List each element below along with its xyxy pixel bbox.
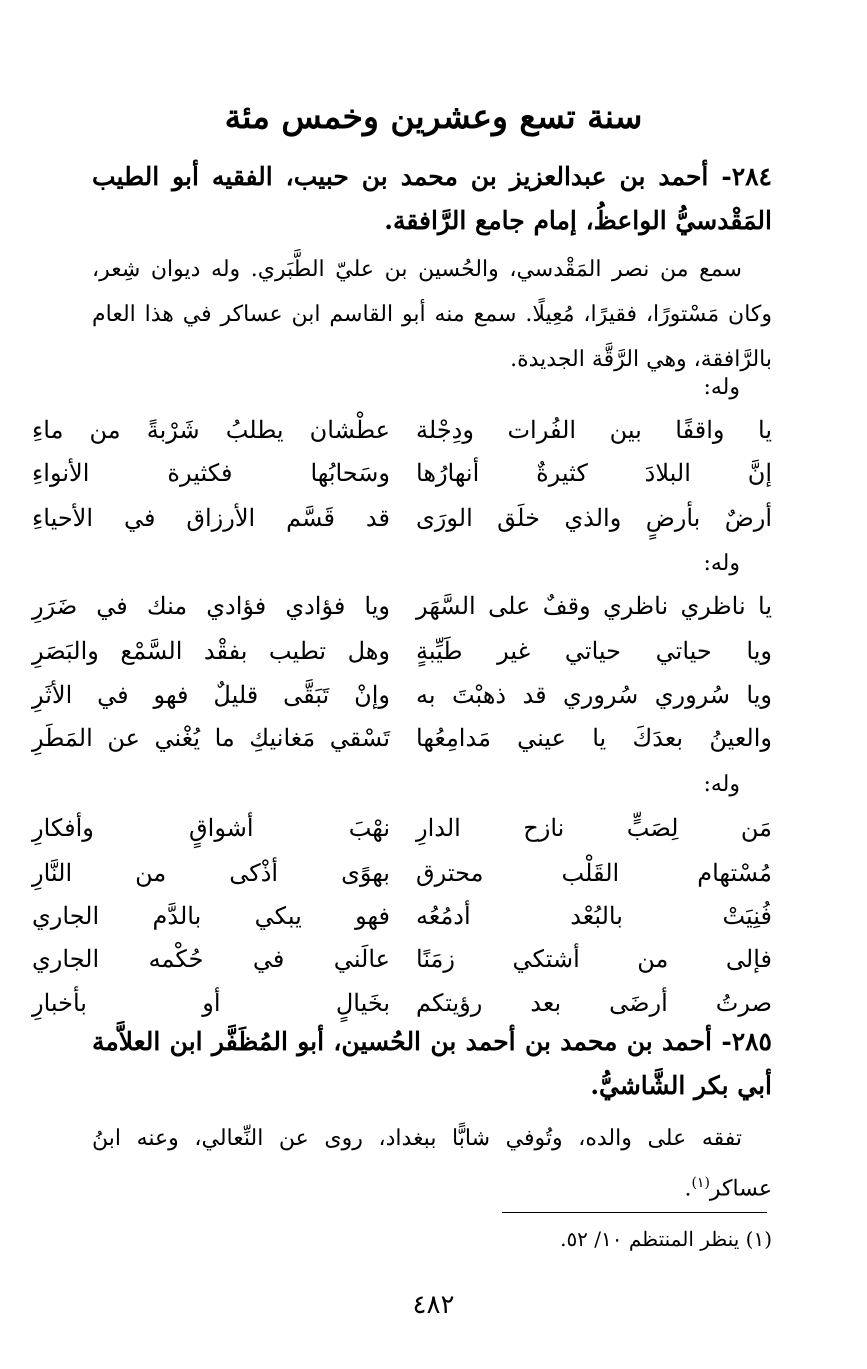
hemistich-second: فهو يبكي بالدَّم الجاري [32, 902, 390, 930]
poem-1-label: وله: [703, 375, 740, 400]
page-number: ٤٨٢ [412, 1290, 455, 1320]
hemistich-second: قد قَسَّم الأرزاق في الأحياءِ [32, 504, 390, 532]
hemistich-first: إنَّ البلادَ كثيرةٌ أنهارُها [416, 459, 772, 487]
hemistich-first: مَن لِصَبٍّ نازح الدارِ [416, 814, 772, 842]
poem-1-verse [32, 407, 772, 453]
poem-2-verse [32, 672, 772, 718]
hemistich-first: أرضٌ بأرضٍ والذي خلَق الورَى [416, 504, 772, 532]
poem-1-verse [32, 450, 772, 496]
hemistich-second: ويا فؤادي فؤادي منك في ضَرَرِ [32, 592, 390, 620]
hemistich-first: يا واقفًا بين الفُرات ودِجْلة [416, 416, 772, 444]
entry-284-body: سمع من نصر المَقْدسي، والحُسين بن عليّ الطَّبَري. وله ديوان شِعر، وكان مَسْتورًا، فقيرًا، مُعِيلًا. سمع منه أبو القاسم ابن عساكر في هذا العام بالرَّافقة، وهي الرَّقَّة الجديدة. [92, 257, 772, 372]
hemistich-first: صرتُ أرضَى بعد رؤيتكم [416, 989, 772, 1017]
poem-3-verse [32, 936, 772, 982]
hemistich-second: بخَيالٍ أو بأخبارِ [32, 989, 390, 1017]
poem-2-verse [32, 583, 772, 629]
poem-3-verse [32, 850, 772, 896]
hemistich-first: مُسْتهام القَلْب محترق [416, 859, 772, 887]
poem-3-verse [32, 893, 772, 939]
poem-2-verse [32, 628, 772, 674]
poem-1-verse [32, 495, 772, 541]
entry-285-body [92, 1116, 772, 1211]
year-heading: سنة تسع وعشرين وخمس مئة [224, 97, 643, 136]
hemistich-first: فإلى من أشتكي زمَنًا [416, 945, 772, 973]
footnote-divider [502, 1212, 767, 1213]
poem-3-verse [32, 805, 772, 851]
footnote-marker: (١) [691, 1175, 710, 1191]
hemistich-first: يا ناظري ناظري وقفٌ على السَّهَر [416, 592, 772, 620]
entry-285 [92, 1020, 772, 1211]
hemistich-first: ويا سُروري سُروري قد ذهبْتَ به [416, 681, 772, 709]
hemistich-first: ويا حياتي حياتي غير طَيِّبةٍ [416, 637, 772, 665]
hemistich-second: وسَحابُها فكثيرة الأنواءِ [32, 459, 390, 487]
hemistich-first: فُنِيَتْ بالبُعْد أدمُعُه [416, 902, 772, 930]
hemistich-second: تَسْقي مَغانيكِ ما يُغْني عن المَطَرِ [32, 724, 390, 752]
entry-285-text: تفقه على والده، وتُوفي شابًّا ببغداد، روى عن النِّعالي، وعنه ابنُ عساكر [92, 1126, 772, 1202]
entry-284 [92, 155, 772, 382]
hemistich-first: والعينُ بعدَكَ يا عيني مَدامِعُها [416, 724, 772, 752]
hemistich-second: عالَني في حُكْمه الجاري [32, 945, 390, 973]
hemistich-second: وإنْ تَبَقَّى قليلٌ فهو في الأثَرِ [32, 681, 390, 709]
hemistich-second: بهوًى أذْكى من النَّارِ [32, 859, 390, 887]
poem-3-label: وله: [703, 772, 740, 797]
hemistich-second: وهل تطيب بفقْد السَّمْع والبَصَرِ [32, 637, 390, 665]
entry-285-end: . [684, 1176, 692, 1202]
poem-2-verse [32, 715, 772, 761]
poem-2-label: وله: [703, 551, 740, 576]
entry-285-heading: ٢٨٥- أحمد بن محمد بن أحمد بن الحُسين، أبو المُظَفَّر ابن العلاَّمة أبي بكر الشَّاشيُّ. [92, 1027, 772, 1100]
hemistich-second: نهْبَ أشواقٍ وأفكارِ [32, 814, 390, 842]
footnote: (١) ينظر المنتظم ١٠/ ٥٢. [560, 1227, 772, 1251]
hemistich-second: عطْشان يطلبُ شَرْبةً من ماءِ [32, 416, 390, 444]
entry-284-heading: ٢٨٤- أحمد بن عبدالعزيز بن محمد بن حبيب، الفقيه أبو الطيب المَقْدسيُّ الواعظُ، إمام جامع الرَّافقة. [92, 162, 772, 235]
